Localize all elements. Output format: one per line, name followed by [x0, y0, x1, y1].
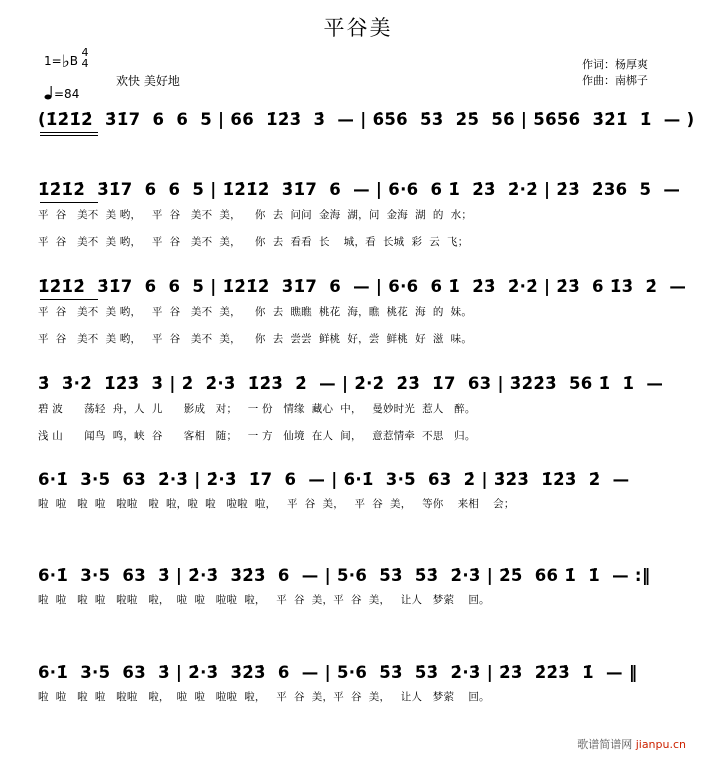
- song-title: 平谷美: [323, 16, 393, 40]
- time-bottom: 4: [81, 57, 89, 70]
- score-row-5-lyrics: 啦 啦 啦 啦 啦啦 啦， 啦 啦 啦啦 啦， 平 谷 美，平 谷 美， 让人 梦萦 回。: [38, 594, 490, 606]
- quarter-note-icon: [44, 86, 54, 100]
- score-row-4-notes: 6·1̇ 3·5 63 2̇·3̇ | 2̇·3̇ 1̇7 6 — | 6·1̇ 3·5 63 2̇ | 3̇2̇3̇ 1̇2̇3̇ 2̇ —: [38, 470, 630, 489]
- score-row-3-notes: 3̇ 3̇·2̇ 1̇2̇3̇ 3̇ | 2̇ 2̇·3̇ 1̇2̇3̇ 2̇ — | 2̇·2̇ 2̇3̇ 1̇7 63 | 3̇2̇2̇3̇ 56 1̇ 1̇ —: [38, 374, 664, 393]
- key-note: B: [69, 54, 78, 68]
- expression-marking: 欢快 美好地: [116, 74, 180, 88]
- flat-sign: ♭: [61, 52, 70, 72]
- tempo-marking: [44, 86, 79, 101]
- score-row-intro-notes: (1̇2̇1̇2̇ 3̇1̇7 6 6 5 | 66 1̇2̇3̇ 3̇ — | 6̇5̇6̇ 5̇3̇ 2̇5̇ 5̇6̇ | 5̇6̇5̇6̇ 3̇2̇1̇ 1̇ — ): [38, 110, 695, 129]
- time-top: 4: [81, 46, 89, 59]
- score-row-6-lyrics: 啦 啦 啦 啦 啦啦 啦， 啦 啦 啦啦 啦， 平 谷 美，平 谷 美， 让人 梦萦 回。: [38, 691, 490, 703]
- lyricist-credit: 作词：杨厚爽: [582, 58, 648, 71]
- watermark: [577, 736, 686, 752]
- time-signature: [80, 47, 90, 69]
- key-signature: [44, 50, 78, 70]
- tempo-value: =84: [54, 87, 80, 101]
- score-row-2-lyrics-verse1: 平 谷 美不 美 哟， 平 谷 美不 美， 你 去 瞧瞧 桃花 海，瞧 桃花 海 的 妹。: [38, 306, 473, 318]
- score-row-2-notes: 1̇2̇1̇2̇ 3̇1̇7 6 6 5 | 1̇2̇1̇2̇ 3̇1̇7 6 — | 6·6 6 1̇ 2̇3̇ 2̇·2̇ | 2̇3̇ 6 1̇3̇ 2̇ —: [38, 277, 687, 296]
- rhythm-underline: [40, 132, 98, 133]
- score-row-3-lyrics-verse2: 浅 山 闻鸟 鸣，峡 谷 客相 随； 一 方 仙境 在人 间， 意惹情牵 不思 归。: [38, 430, 476, 442]
- score-row-2-lyrics-verse2: 平 谷 美不 美 哟， 平 谷 美不 美， 你 去 尝尝 鲜桃 好，尝 鲜桃 好 滋 味。: [38, 333, 473, 345]
- score-row-1-lyrics-verse1: 平 谷 美不 美 哟， 平 谷 美不 美， 你 去 问问 金海 湖，问 金海 湖 的 水；: [38, 209, 473, 221]
- score-row-1-notes: 1̇2̇1̇2̇ 3̇1̇7 6 6 5 | 1̇2̇1̇2̇ 3̇1̇7 6 — | 6·6 6 1̇ 2̇3̇ 2̇·2̇ | 2̇3̇ 2̇36 5 —: [38, 180, 681, 199]
- score-row-3-lyrics-verse1: 碧 波 荡轻 舟，人 儿 影成 对； 一 份 情缘 藏心 中， 曼妙时光 惹人 醉。: [38, 403, 476, 415]
- composer-credit: 作曲：南梆子: [582, 74, 648, 87]
- score-row-4-lyrics: 啦 啦 啦 啦 啦啦 啦 啦，啦 啦 啦啦 啦， 平 谷 美， 平 谷 美， 等你 来相 会；: [38, 498, 515, 510]
- rhythm-underline: [40, 202, 98, 203]
- score-row-5-notes: 6·1̇ 3·5 63 3̇ | 2̇·3̇ 3̇2̇3̇ 6 — | 5·6 5̇3̇ 5̇3̇ 2̇·3̇ | 2̇5̇ 66 1̇ 1̇ — :‖: [38, 566, 651, 585]
- watermark-site: jianpu.cn: [635, 738, 686, 751]
- score-row-6-notes: 6·1̇ 3·5 63 3̇ | 2̇·3̇ 3̇2̇3̇ 6 — | 5·6 5̇3̇ 5̇3̇ 2̇·3̇ | 2̇3̇ 2̇2̇3̇ 1̇ — ‖: [38, 663, 638, 682]
- key-prefix: 1=: [44, 54, 62, 68]
- watermark-label: 歌谱简谱网: [577, 738, 633, 751]
- rhythm-underline: [40, 299, 98, 300]
- rhythm-underline: [40, 135, 98, 136]
- score-row-1-lyrics-verse2: 平 谷 美不 美 哟， 平 谷 美不 美， 你 去 看看 长 城，看 长城 彩 云 飞；: [38, 236, 469, 248]
